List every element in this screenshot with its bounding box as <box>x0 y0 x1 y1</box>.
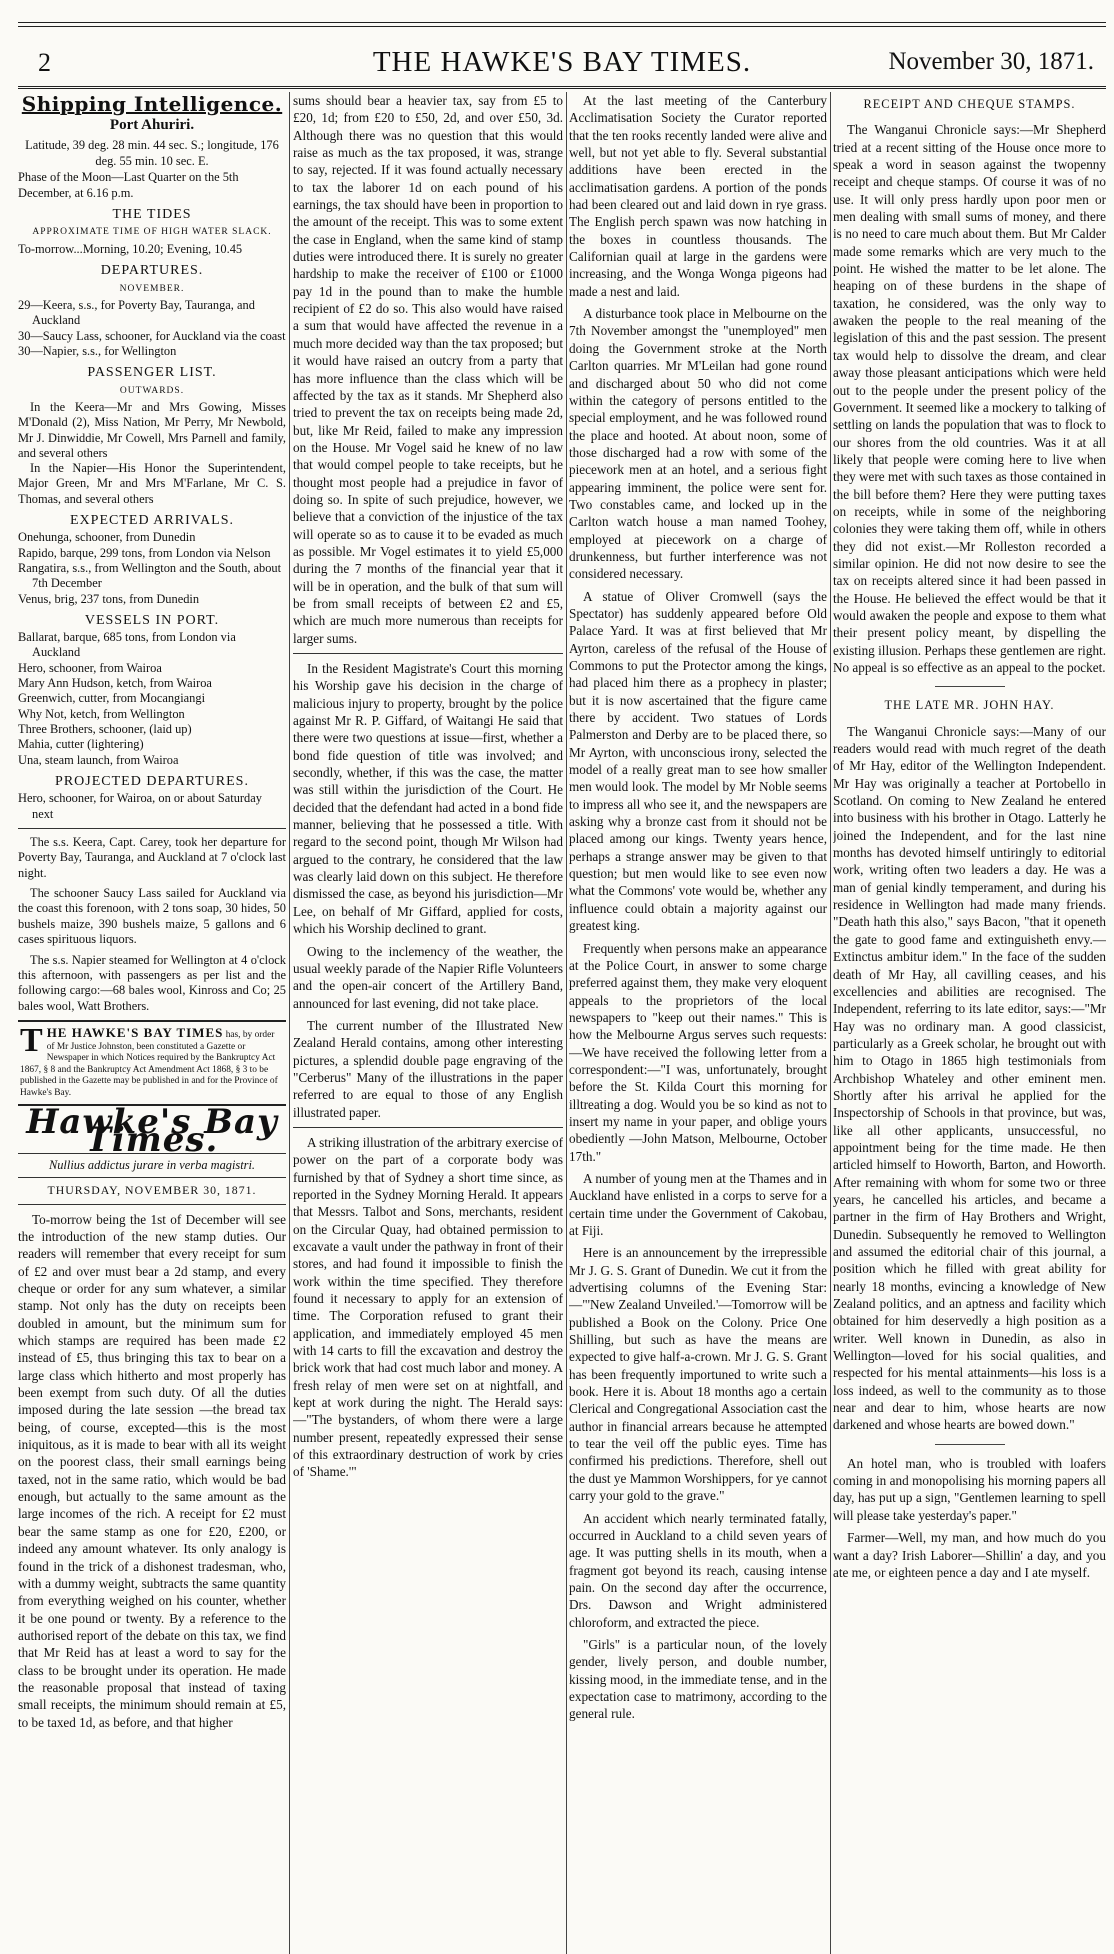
page-number: 2 <box>38 48 51 77</box>
vessel-entry: Three Brothers, schooner, (laid up) <box>18 721 192 736</box>
column-2 <box>293 92 563 1954</box>
vessel-entry: Mary Ann Hudson, ketch, from Wairoa <box>18 676 212 691</box>
tides-heading: THE TIDES <box>112 206 192 222</box>
vessels-heading: VESSELS IN PORT. <box>84 612 220 628</box>
arrival-entry: Onehunga, schooner, from Dunedin <box>18 530 196 545</box>
column-divider <box>830 92 831 1954</box>
issue-date: November 30, 1871. <box>888 48 1094 75</box>
masthead <box>18 40 1106 80</box>
article-paragraph: Farmer—Well, my man, and how much do you want a day? Irish Laborer—Shillin' a day, and you ate me, or eighteen pence a day and I ate myself. <box>833 1530 1106 1580</box>
article-paragraph: At the last meeting of the Canterbury Acclimatisation Society the Curator reported that the ten rooks recently landed were alive and well, but not yet able to fly. Several substantial additions have been erected in the acclimatisation gardens. A portion of the ponds had been cleared out and laid down in rye grass. The English perch spawn was now hatching in the boxes in countless thousands. The Californian quail at large in the gardens were increasing, and the Wonga Wonga pigeons had made a nest and laid. <box>569 93 827 299</box>
arrivals-heading: EXPECTED ARRIVALS. <box>70 513 234 529</box>
projected-heading: PROJECTED DEPARTURES. <box>55 773 249 789</box>
vessel-entry: Hero, schooner, from Wairoa <box>18 660 162 675</box>
shipping-heading: Shipping Intelligence. <box>21 92 283 116</box>
vessel-entry: Una, steam launch, from Wairoa <box>18 752 179 767</box>
vessel-entry: Greenwich, cutter, from Mocangiangi <box>18 691 206 706</box>
article-paragraph: An accident which nearly terminated fatally, occurred in Auckland to a child seven years of age. It was putting shells in its mouth, when a fragment got beyond its reach, causing intense pain. On the second day after the occurrence, Drs. Dawson and Wright administered chloroform, and extracted the piece. <box>569 1510 827 1630</box>
vessel-entry: Mahia, cutter (lightering) <box>18 737 144 752</box>
passenger-heading: PASSENGER LIST. <box>87 365 217 381</box>
editorial-paragraph: To-morrow being the 1st of December will see the introduction of the new stamp duties. Our readers will remember that every receipt for sum of £2 and over must bear a 2d stamp, and every cheque or order for any sum whatever, a similar stamp. Not only has the duty on receipts been doubled in amount, but the minimum sum for which stamps are required has been made £2 instead of £5, thus bringing this tax to bear on a large class which hitherto and most properly has been exempt from such duty. Of all the duties imposed during the late session —the bread tax being, of course, excepted—this is the most iniquitous, as it is made to bear with all its weight on the poorest class, their small earnings being taxed, not in the same ratio, which would be bad enough, but actually to the same amount as the large incomes of the rich. A receipt for £2 must bear the same stamp as one for £20, £200, or indeed any amount whatever. Its only analogy is found in the trick of a dishonest tradesman, who, with a dummy weight, subtracts the same quantity from everything weighed on his counter, whether it be one pound or twenty. By a reference to the authorised report of the debate on this tax, we find that Mr Reid has at least a word to say for the class to be brought under its operation. He made the reasonable proposal that instead of taxing small receipts, the minimum should remain at £5, to be taxed 1d, as before, and that higher <box>18 1211 286 1730</box>
projected-entry: Hero, schooner, for Wairoa, on or about Saturday next <box>18 791 262 821</box>
article-paragraph: "Girls" is a particular noun, of the lovely gender, lively person, and double number, kissing mood, in the immediate tense, and in the expectation case to matrimony, according to the general rule. <box>569 1636 827 1722</box>
arrival-entry: Rangatira, s.s., from Wellington and the South, about 7th December <box>18 560 282 591</box>
paper-motto: Nullius addictus jurare in verba magistri. <box>18 1153 286 1178</box>
arrival-entry: Rapido, barque, 299 tons, from London via Nelson <box>18 545 271 560</box>
vessel-entry: Ballarat, barque, 685 tons, from London via Auckland <box>18 630 236 660</box>
column-divider <box>566 92 567 1954</box>
passenger-subheading: OUTWARDS. <box>119 385 185 396</box>
tides-subheading: APPROXIMATE TIME OF HIGH WATER SLACK. <box>32 227 272 238</box>
passenger-entry: In the Keera—Mr and Mrs Gowing, Misses M'Donald (2), Miss Nation, Mr Perry, Mr Newbold, Mr J. Dinwiddie, Mr Cowell, Mrs Parnell and family, and several others <box>18 399 286 460</box>
departure-entry: 30—Saucy Lass, schooner, for Auckland via the coast <box>18 328 286 343</box>
port-note: The s.s. Napier steamed for Wellington at 4 o'clock this afternoon, with passengers as per list and the following cargo:—68 bales wool, Kinross and Co; 25 bales wool, Watt Brothers. <box>18 952 286 1013</box>
departures-heading: DEPARTURES. <box>100 263 204 279</box>
vessel-entry: Why Not, ketch, from Wellington <box>18 706 185 721</box>
masthead-rule <box>18 86 1106 89</box>
article-paragraph: The Wanganui Chronicle says:—Many of our readers would read with much regret of the death of Mr Hay, editor of the Wellington Independent. Mr Hay was originally a teacher at Portobello in Scotland. On coming to New Zealand he entered into business with his brother in Otago. Latterly he joined the Independent, and for the last nine months has devoted himself untiringly to editorial work, writing often two leaders a day. He was a man of genial kindly temperament, and during his residence in Wellington had made many friends. "Death hath this also," says Bacon, "that it openeth the gate to good fame and extinguisheth envy.—Extinctus ambitur idem." In the face of the sudden death of Mr Hay, all cavilling ceases, and his excellencies and abilities are recognised. The Independent, referring to its late editor, says:—"Mr Hay was no ordinary man. A good classicist, particularly as a Greek scholar, he brought out with him to Otago in 1865 high testimonials from Archbishop Whateley and other eminent men. Shortly after his arrival he applied for the Inspectorship of Schools in that province, but was, like all other applicants, unsuccessful, no appointment being for the time made. He then articled himself to Howorth, Barton, and Howorth. After remaining with whom for some two or three years, he cancelled his articles, and became a partner in the firm of Hay Brothers and Wright, Dunedin. Subsequently he removed to Wellington and assumed the editorial chair of this journal, a position which he filled with great ability for nearly 18 months, evincing a knowledge of New Zealand politics, and an aptness and facility which obtained for him deservedly a high position as a writer. Well known in Dunedin, as also in Wellington—loved for his social qualities, and respected for his mental attainments—his loss is a loss indeed, as well to the community as to those near and dear to him, whose hearts are now darkened and whose hearts are bowed down." <box>833 723 1106 1433</box>
passenger-entry: In the Napier—His Honor the Superintendent, Major Green, Mr and Mrs M'Farlane, Mr C. S. Thomas, and several others <box>18 461 286 506</box>
notice-text: has, by order of Mr Justice Johnston, been constituted a Gazette or Newspaper in which Notices required by the Bankruptcy Act 1867, § 8 and the Bankruptcy Act Amendment Act 1868, § 3 to be published in the Gazette may be published in and for the Province of Hawke's Bay. <box>20 1030 278 1098</box>
article-paragraph: An hotel man, who is troubled with loafers coming in and monopolising his morning papers all day, has put up a sign, "Gentlemen learning to spell will please take yesterday's paper." <box>833 1455 1106 1523</box>
section-rule <box>293 1127 563 1128</box>
departures-month: NOVEMBER. <box>119 283 185 294</box>
article-paragraph: The current number of the Illustrated New Zealand Herald contains, among other interesting pictures, a splendid double page engraving of the "Cerberus" Many of the illustrations in the paper referred to are equal to those of any English illustrated paper. <box>293 1017 563 1120</box>
article-paragraph: A striking illustration of the arbitrary exercise of power on the part of a corporate body was furnished by that of Sydney a short time since, as reported in the Sydney Morning Herald. It appears that Messrs. Talbot and Sons, merchants, resident on the Circular Quay, had obtained permission to excavate a vault under the pathway in front of their stores, and had found it impossible to finish the work within the time specified. They therefore found it necessary to apply for an extension of time. The Corporation refused to grant their application, and immediately employed 45 men with 14 carts to fill the excavation and destroy the brick work that had cost much labor and money. A fresh relay of men were set on at nightfall, and kept at work during the night. The Herald says:—"The bystanders, of whom there were a large number present, repeatedly expressed their sense of this extraordinary destruction of work by cries of 'Shame.'" <box>293 1134 563 1480</box>
article-paragraph: A disturbance took place in Melbourne on the 7th November amongst the "unemployed" men doing the Government stroke at the North Carlton quarries. Mr M'Leilan had gone round and discharged about 50 who did not come within the category of persons entitled to the special employment, and he was followed round the place and hooted. At about noon, some of those discharged had a row with some of the piecework men at an hotel, and a serious fight appearing imminent, the police were sent for. Two constables came, and locked up in the Carlton watch house a man named Toohey, employed at piecework on a charge of drunkenness, but further interference was not considered necessary. <box>569 306 827 582</box>
arrival-entry: Venus, brig, 237 tons, from Dunedin <box>18 591 200 606</box>
short-rule <box>935 686 1005 687</box>
article-paragraph: The Wanganui Chronicle says:—Mr Shepherd tried at a recent sitting of the House once more to speak a word in season against the twopenny receipt and cheque stamps. Of course it was of no use. It will only press hardly upon poor men or men dealing with small sums of money, and there is no need to care much about them. But Mr Calder made some remarks which are very much to the point. He wished the matter to be let alone. The heaping on of these burdens in the shape of taxation, he considered, was the only way to awaken the people to the real meaning of the legislation of this and the past session. The present tax would help to dissolve the dream, and clear away those pleasant anticipations which were held out to the people under the present policy of the Government. It seemed like a mockery to talking of settling on lands the population that was to flock to our shores from the old countries. Was it at all likely that people were coming here to live when they were met with such taxes as those contained in the bill before them? Here they were putting taxes on receipts, while in some of the neighboring colonies they were taking them off, while in others they did not exist.—Mr Rolleston recorded a similar opinion. He did not now desire to see the tax on receipts altered since it had been passed in the House. He believed the effect would be that it would awaken the people and expose to them what their present policy meant, by dispelling the existing illusion. Perhaps these gentlemen are right. No appeal is so effective as an appeal to the pocket. <box>833 122 1106 675</box>
column-1 <box>18 92 286 1954</box>
gazette-notice <box>18 1020 286 1106</box>
article-paragraph: A number of young men at the Thames and in Auckland have enlisted in a corps to serve for a certain time under the Government of Cakobau, at Fiji. <box>569 1170 827 1238</box>
tides-line: To-morrow...Morning, 10.20; Evening, 10.45 <box>18 242 243 257</box>
receipt-stamps-heading: RECEIPT AND CHEQUE STAMPS. <box>863 97 1076 111</box>
editorial-dateline: THURSDAY, NOVEMBER 30, 1871. <box>18 1178 286 1204</box>
paper-flag: Hawke's Bay Times. <box>26 1102 278 1160</box>
article-paragraph: sums should bear a heavier tax, say from £5 to £20, 1d; from £20 to £50, 2d, and over £50, 3d. Although there was no question that this would raise as much as the tax proposed, it was, strange to say, rejected. If it was found actually necessary to tax the laborer 1d on each pound of his earnings, the tax should have been in proportion to the amount of the receipt. This was to some extent the case in England, when the same kind of stamp duties were introduced there. It is surely no greater hardship to make the receiver of £100 or £1000 pay 1d in the pound than to make the humble recipient of £2 do so. This also would have raised a sum that would have affected the revenue in a much more decided way than the tax proposed; but it would have raised an outcry from a party that has more influence than the class which will be affected by the tax as it stands. Mr Shepherd also tried to prevent the tax on receipts being made 2d, but, like Mr Reid, failed to make any impression on the House. Mr Vogel said he knew of no law that would compel people to take receipts, but he thought most people had a prejudice in favor of doing so. In spite of such prejudice, however, we believe that a conviction of the injustice of the tax will operate so as to cause it to be evaded as much as possible. Mr Vogel estimates it to yield £5,000 during the 7 months of the financial year that it will be in operation, and the bulk of that sum will be from small receipts of between £2 and £5, which are much more numerous than receipts for larger sums. <box>293 93 563 646</box>
notice-title: HE HAWKE'S BAY TIMES <box>46 1025 224 1041</box>
article-paragraph: Here is an announcement by the irrepressible Mr J. G. S. Grant of Dunedin. We cut it from the advertising columns of the Evening Star:—"'New Zealand Unveiled.'—Tomorrow will be published a Book on the Colony. Price One Shilling, but such as have the means are expected to give half-a-crown. Mr J. G. S. Grant has been frequently importuned to write such a book. Here it is. About 18 months ago a certain Clerical and Congregational Association cast the author in financial arrears because he attempted to tear the veil off the public eyes. Time has confirmed his predictions. Therefore, shell out the dust ye Mammon Worshippers, for ye cannot carry your gold to the grave." <box>569 1245 827 1504</box>
latitude-line: Latitude, 39 deg. 28 min. 44 sec. S.; longitude, 176 deg. 55 min. 10 sec. E. <box>25 137 279 168</box>
port-note: The s.s. Keera, Capt. Carey, took her departure for Poverty Bay, Tauranga, and Auckland at 7 o'clock last night. <box>18 834 286 880</box>
john-hay-heading: THE LATE MR. JOHN HAY. <box>884 698 1055 713</box>
article-paragraph: Frequently when persons make an appearance at the Police Court, in answer to some charge preferred against them, they make very eloquent appeals to the proprietors of the local newspapers to "keep out their names." This is how the Melbourne Argus serves such requests:—We have received the following letter from a correspondent:—"I was, unfortunately, brought before the St. Kilda Court this morning for illtreating a dog. Would you be so kind as not to insert my name in your paper, and oblige yours obediently —John Matson, Melbourne, October 17th." <box>569 940 827 1164</box>
paper-title: THE HAWKE'S BAY TIMES. <box>372 46 752 78</box>
port-name: Port Ahuriri. <box>109 117 195 134</box>
departure-entry: 29—Keera, s.s., for Poverty Bay, Tauranga, and Auckland <box>18 298 255 328</box>
short-rule <box>935 1444 1005 1445</box>
section-rule <box>293 653 563 654</box>
article-paragraph: A statue of Oliver Cromwell (says the Spectator) has suddenly appeared before Old Palace Yard. It was at first believed that Mr Ayrton, careless of the refusal of the House of Commons to put the Protector among the kings, had placed him there as a prophecy in plaster; but it is now ascertained that the figure came there by accident. Two statues of Lords Palmerston and Derby are to be placed there, so Mr Ayrton, with unconscious irony, selected the model of a really great man to see how smaller men would look. The model by Mr Noble seems to impress all who see it, and the newspapers are asking why a bronze cast from it should not be placed among our kings. Twenty years hence, perhaps a strange answer may be given to that question; but men would like to see even now what the Commons' vote would be, whether any influence could obtain a majority against our greatest king. <box>569 588 827 934</box>
top-rule <box>18 22 1106 27</box>
departure-entry: 30—Napier, s.s., for Wellington <box>18 343 177 358</box>
article-paragraph: Owing to the inclemency of the weather, the usual weekly parade of the Napier Rifle Volunteers and the open-air concert of the Artillery Band, announced for last evening, did not take place. <box>293 943 563 1011</box>
port-note: The schooner Saucy Lass sailed for Auckland via the coast this forenoon, with 2 tons soap, 30 hides, 50 bushels maize, 390 bushels maize, 5 gallons and 6 cases spirituous liquors. <box>18 886 286 947</box>
column-4 <box>833 92 1106 1954</box>
column-3 <box>569 92 827 1954</box>
notice-initial: T <box>20 1022 43 1060</box>
column-divider <box>289 92 290 1954</box>
moon-phase: Phase of the Moon—Last Quarter on the 5th December, at 6.16 p.m. <box>18 169 239 200</box>
section-rule <box>18 828 286 829</box>
article-paragraph: In the Resident Magistrate's Court this morning his Worship gave his decision in the charge of malicious injury to property, brought by the police against Mr R. P. Giffard, of Waitangi He said that there were two questions at issue—first, whether a bond fide question of title was involved; and secondly, whether, if this was the case, the matter was still within the jurisdiction of the Court. He decided that the defendant had acted in a bond fide manner, believing that he possessed a title. With regard to the second point, though Mr Wilson had argued to the contrary, he considered that the law was clearly laid down on this subject. He therefore dismissed the case, as beyond his jurisdiction—Mr Lee, on behalf of Mr Giffard, applied for costs, which his Worship declined to grant. <box>293 661 563 937</box>
